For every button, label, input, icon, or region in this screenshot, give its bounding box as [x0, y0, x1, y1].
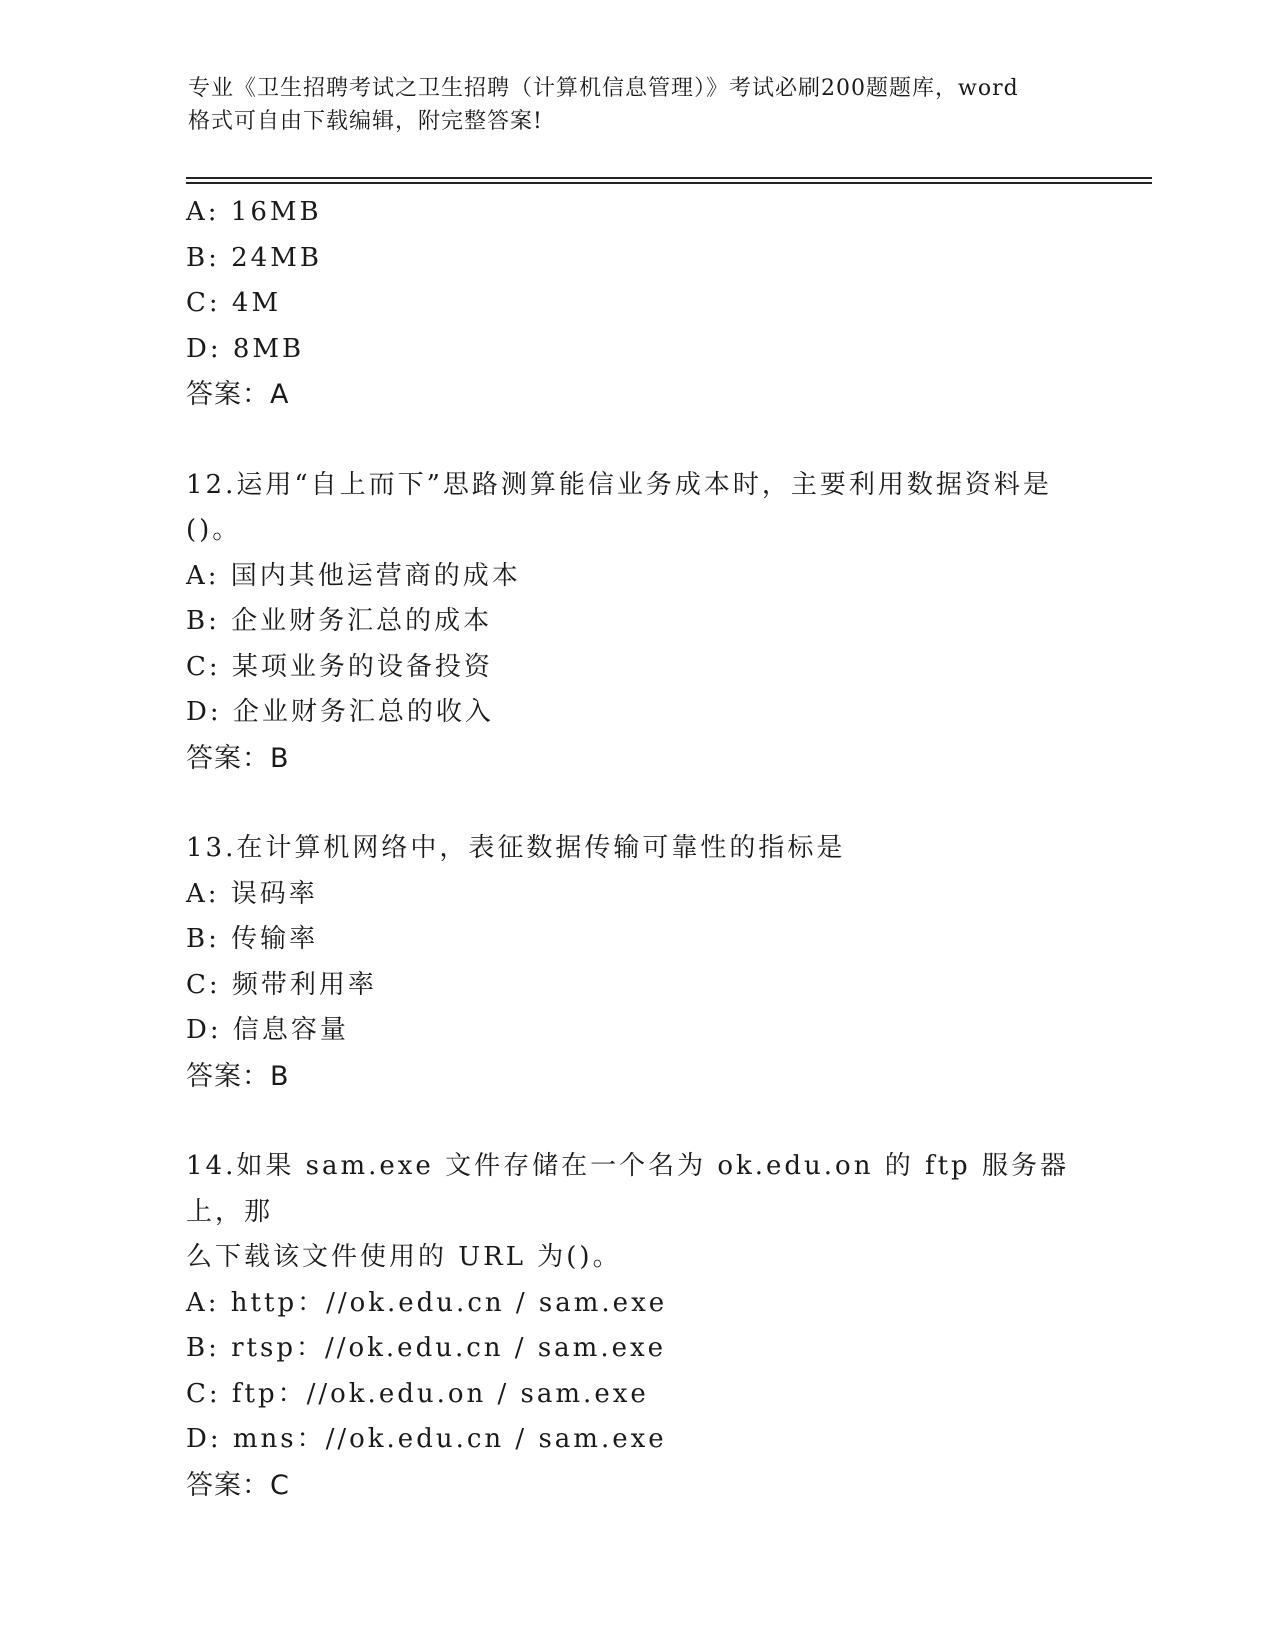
option-d: D: 8MB [186, 333, 305, 364]
option-d: D: 企业财务汇总的收入 [186, 697, 494, 727]
question-block-14 [186, 1144, 1086, 1508]
question-text-line-1: 13.在计算机网络中，表征数据传输可靠性的指标是 [186, 833, 846, 863]
option-c: C: 4M [186, 288, 282, 318]
option-b: B: 传输率 [186, 924, 319, 954]
header-divider-top [186, 177, 1152, 179]
question-list [186, 190, 1086, 1508]
option-a: A: 国内其他运营商的成本 [186, 560, 521, 591]
answer-line: 答案：B [186, 1060, 290, 1092]
option-d: D: 信息容量 [186, 1015, 349, 1045]
option-b: B: rtsp：//ok.edu.cn / sam.exe [186, 1333, 667, 1363]
option-b: B: 24MB [186, 242, 322, 273]
header-divider-bottom [186, 182, 1152, 184]
question-text-line-2: 么下载该文件使用的 URL 为()。 [186, 1242, 622, 1272]
question-text [186, 826, 1086, 872]
question-text [186, 463, 1086, 554]
question-block-13 [186, 826, 1086, 1099]
header-line-1: 专业《卫生招聘考试之卫生招聘（计算机信息管理）》考试必刷200题题库，word [188, 76, 1019, 101]
question-text-line-1: 14.如果 sam.exe 文件存储在一个名为 ok.edu.on 的 ftp 服务器上，那 [186, 1151, 1069, 1227]
answer-line: 答案：B [186, 742, 290, 774]
question-block-12 [186, 463, 1086, 782]
option-a: A: http：//ok.edu.cn / sam.exe [186, 1287, 668, 1318]
answer-line: 答案：A [186, 379, 290, 410]
header-line-2: 格式可自由下载编辑，附完整答案! [188, 109, 543, 134]
option-c: C: 频带利用率 [186, 969, 377, 1000]
option-c: C: 某项业务的设备投资 [186, 651, 493, 682]
question-text-line-1: 12.运用“自上而下”思路测算能信业务成本时，主要利用数据资料是 [186, 469, 1052, 500]
option-a: A: 误码率 [186, 878, 318, 909]
option-c: C: ftp：//ok.edu.on / sam.exe [186, 1378, 649, 1409]
option-d: D: mns：//ok.edu.cn / sam.exe [186, 1424, 667, 1454]
option-b: B: 企业财务汇总的成本 [186, 606, 493, 636]
option-a: A: 16MB [186, 197, 322, 227]
question-block-11 [186, 190, 1086, 418]
answer-line: 答案：C [186, 1469, 290, 1501]
question-text [186, 1144, 1086, 1281]
document-header [188, 72, 1088, 138]
question-text-line-2: ()。 [186, 515, 242, 545]
